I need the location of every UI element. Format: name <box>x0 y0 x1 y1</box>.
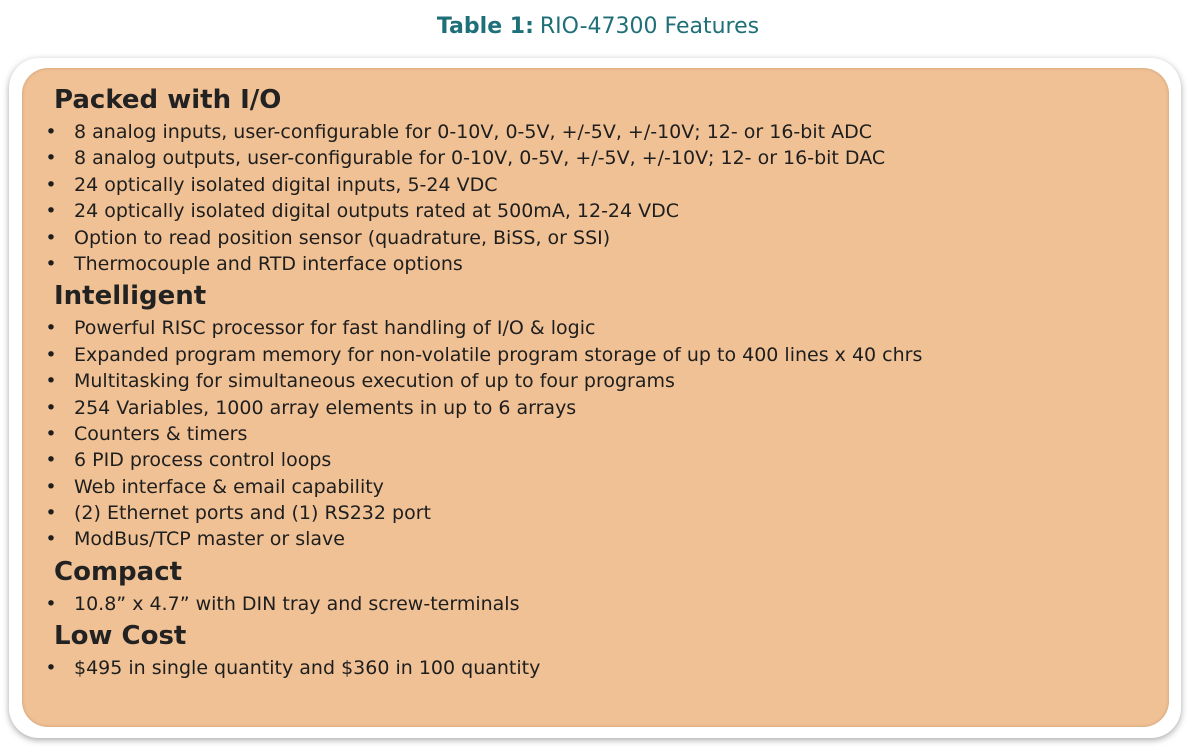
caption-title: RIO-47300 Features <box>539 14 760 39</box>
feature-section <box>42 556 1149 617</box>
bullet-icon: • <box>45 252 57 275</box>
features-frame <box>9 58 1181 738</box>
list-item-text: 24 optically isolated digital inputs, 5-24 VDC <box>74 173 498 196</box>
feature-list <box>42 119 1149 277</box>
bullet-icon: • <box>45 528 57 551</box>
feature-section <box>42 283 1149 553</box>
list-item-text: Expanded program memory for non-volatile program storage of up to 400 lines x 40 chrs <box>74 343 923 366</box>
list-item <box>42 368 1149 394</box>
bullet-icon: • <box>45 121 57 143</box>
feature-section <box>42 623 1149 681</box>
section-heading: Low Cost <box>54 621 187 652</box>
feature-list <box>42 655 1149 681</box>
list-item-text: Powerful RISC processor for fast handling of I/O & logic <box>74 317 596 340</box>
table-caption <box>0 12 1196 42</box>
list-item-text: $495 in single quantity and $360 in 100 quantity <box>74 657 541 680</box>
bullet-icon: • <box>45 173 57 196</box>
list-item-text: 8 analog outputs, user-configurable for 0-10V, 0-5V, +/-5V, +/-10V; 12- or 16-bit DAC <box>74 147 886 170</box>
list-item-text: 254 Variables, 1000 array elements in up to 6 arrays <box>74 396 577 419</box>
list-item-text: ModBus/TCP master or slave <box>74 528 345 551</box>
list-item-text: Web interface & email capability <box>74 475 384 498</box>
section-heading: Packed with I/O <box>54 85 282 115</box>
features-panel <box>22 68 1169 727</box>
list-item <box>42 591 1149 617</box>
list-item <box>42 225 1149 251</box>
list-item-text: Counters & timers <box>74 422 248 445</box>
list-item <box>42 172 1149 198</box>
list-item <box>42 145 1149 171</box>
list-item <box>42 447 1149 473</box>
section-heading: Compact <box>54 556 183 587</box>
list-item <box>42 421 1149 447</box>
list-item-text: Multitasking for simultaneous execution of up to four programs <box>74 370 675 393</box>
caption-label: Table 1: <box>436 14 534 39</box>
list-item <box>42 342 1149 368</box>
bullet-icon: • <box>45 226 57 249</box>
feature-list <box>42 315 1149 553</box>
bullet-icon: • <box>45 592 57 615</box>
list-item-text: 8 analog inputs, user-configurable for 0-10V, 0-5V, +/-5V, +/-10V; 12- or 16-bit ADC <box>74 121 873 143</box>
bullet-icon: • <box>45 147 57 170</box>
list-item <box>42 500 1149 526</box>
bullet-icon: • <box>45 422 57 445</box>
list-item <box>42 119 1149 145</box>
bullet-icon: • <box>45 343 57 366</box>
list-item <box>42 198 1149 224</box>
list-item <box>42 315 1149 341</box>
list-item <box>42 474 1149 500</box>
list-item <box>42 526 1149 552</box>
bullet-icon: • <box>45 200 57 223</box>
bullet-icon: • <box>45 449 57 472</box>
list-item <box>42 251 1149 277</box>
bullet-icon: • <box>45 317 57 340</box>
bullet-icon: • <box>45 370 57 393</box>
list-item <box>42 395 1149 421</box>
bullet-icon: • <box>45 475 57 498</box>
list-item-text: 6 PID process control loops <box>74 449 332 472</box>
bullet-icon: • <box>45 396 57 419</box>
bullet-icon: • <box>45 502 57 525</box>
list-item-text: 10.8” x 4.7” with DIN tray and screw-terminals <box>74 592 520 615</box>
bullet-icon: • <box>45 657 57 680</box>
list-item-text: 24 optically isolated digital outputs rated at 500mA, 12-24 VDC <box>74 200 680 223</box>
list-item-text: Option to read position sensor (quadrature, BiSS, or SSI) <box>74 226 611 249</box>
feature-list <box>42 591 1149 617</box>
list-item-text: Thermocouple and RTD interface options <box>74 252 463 275</box>
section-heading: Intelligent <box>54 281 207 312</box>
feature-section <box>42 87 1149 277</box>
features-content <box>42 87 1149 682</box>
list-item <box>42 655 1149 681</box>
list-item-text: (2) Ethernet ports and (1) RS232 port <box>74 502 431 525</box>
